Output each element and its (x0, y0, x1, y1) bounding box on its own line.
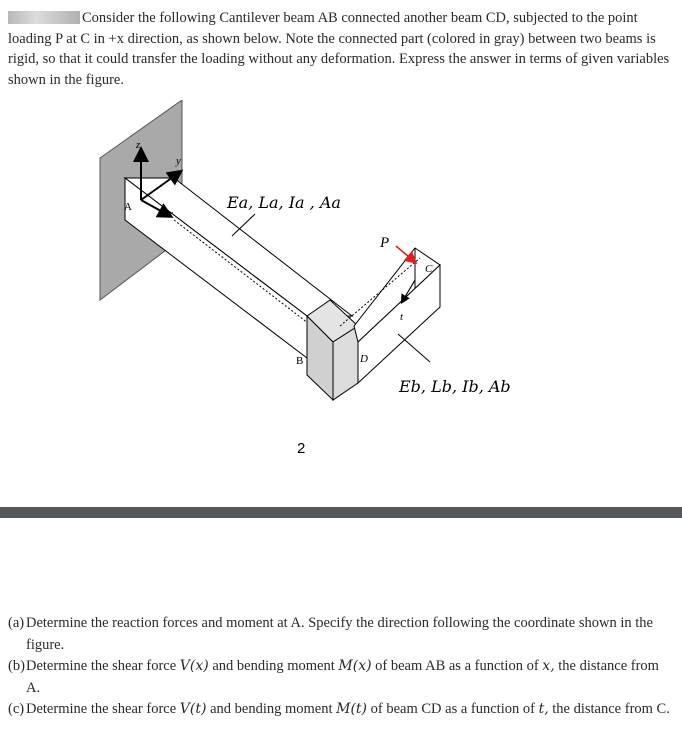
problem-intro (8, 8, 672, 90)
label-d: D (360, 353, 368, 365)
label-beam-cd-props: Eb, Lb, Ib, Ab (399, 377, 511, 396)
question-b (8, 656, 672, 699)
beam-cd-leader-line (398, 334, 430, 362)
question-b-pre: Determine the shear force (26, 658, 180, 674)
question-b-post: of beam AB as a function of (371, 658, 543, 674)
question-b-mid: and bending moment (208, 658, 339, 674)
label-b: B (296, 355, 304, 367)
label-y: y (176, 155, 181, 167)
label-t: t (400, 311, 404, 323)
label-p: P (380, 235, 390, 251)
label-a: A (124, 201, 132, 213)
question-a-label: (a) (8, 615, 25, 631)
label-z: z (136, 139, 141, 151)
question-b-math-moment: M(x) (338, 658, 372, 674)
question-c-math-shear: V(t) (179, 701, 207, 717)
question-c-label: (c) (8, 701, 25, 717)
question-a-text: Determine the reaction forces and moment at A. Specify the direction following the coordinate shown in the figure. (26, 615, 653, 653)
label-x: x (168, 208, 173, 220)
question-c-pre: Determine the shear force (26, 701, 180, 717)
question-c-tail: the distance from C. (548, 701, 670, 717)
question-b-label: (b) (8, 658, 25, 674)
question-b-math-shear: V(x) (179, 658, 209, 674)
question-c-math-moment: M(t) (336, 701, 368, 717)
question-c-math-var: t, (538, 701, 549, 717)
intro-text: Consider the following Cantilever beam AB connected another beam CD, subjected to the point loading P at C in +x direction, as shown below. Note the connected part (colored in gray) between two beams is rigid, so that it could transfer the loading without any deformation. Express the answer in terms of given variables shown in the figure. (8, 10, 670, 88)
question-b-tail: the distance from A. (26, 658, 659, 696)
question-c-post: of beam CD as a function of (367, 701, 539, 717)
label-c: C (425, 263, 433, 275)
beam-diagram (0, 100, 682, 500)
question-c-mid: and bending moment (206, 701, 337, 717)
question-a (8, 613, 672, 656)
section-divider (0, 507, 682, 518)
beam-figure (0, 100, 682, 500)
questions-list (8, 613, 672, 721)
figure-number: 2 (297, 440, 306, 457)
label-beam-ab-props: Ea, La, Ia , Aa (227, 193, 341, 212)
redacted-number (8, 11, 80, 24)
question-c (8, 699, 672, 721)
question-b-math-var: x, (542, 658, 555, 674)
